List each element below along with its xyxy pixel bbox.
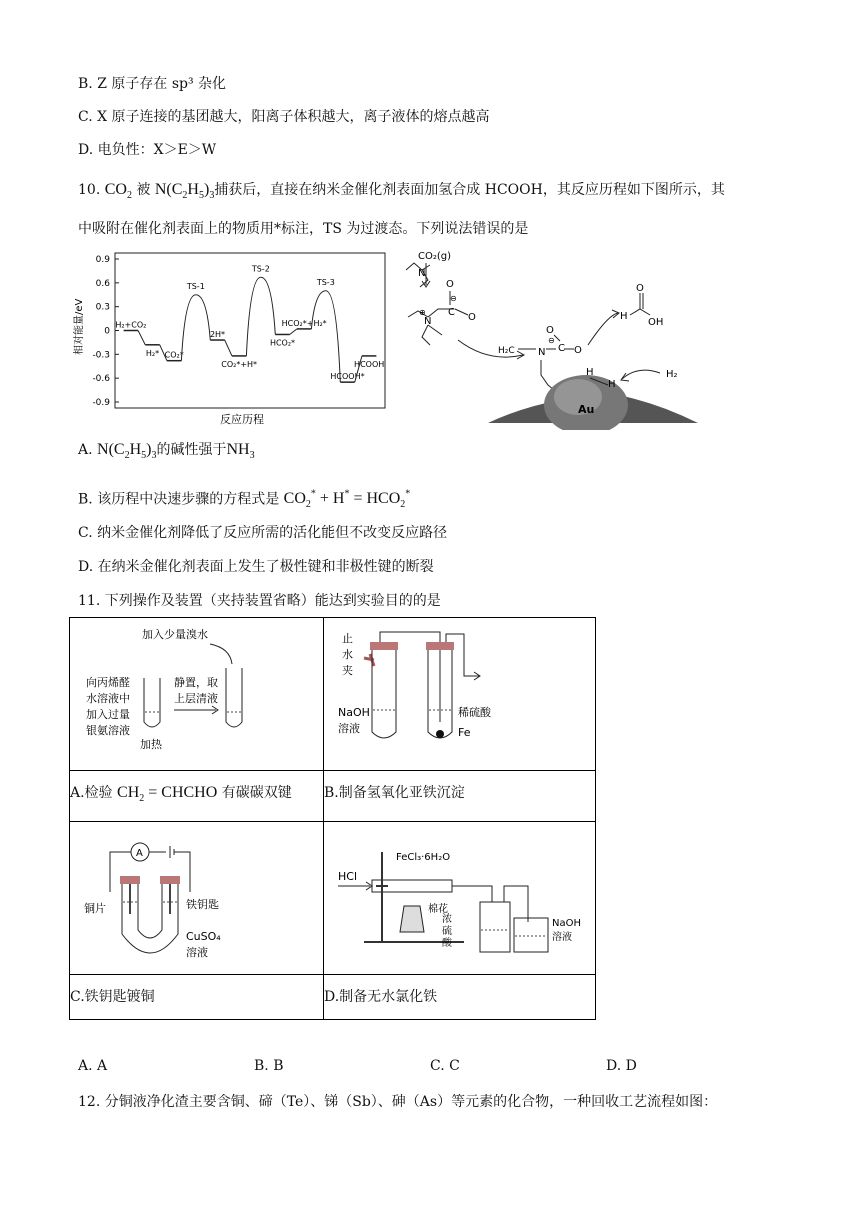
profile-connector (138, 331, 145, 345)
level-label: TS-3 (316, 277, 335, 287)
fig-d-cotton: 棉花 (428, 904, 448, 916)
co2-gas-label: CO₂(g) (418, 251, 452, 262)
product-oh: OH (648, 317, 664, 328)
profile-connector (290, 329, 297, 335)
fig-c-key: 铁钥匙 (186, 898, 219, 912)
profile-connector (225, 340, 232, 356)
fig-d-naoh-2: 溶液 (552, 932, 572, 944)
svg-text:H: H (608, 379, 616, 390)
level-label: TS-2 (251, 264, 270, 274)
fig-d-h2so4-3: 酸 (442, 938, 452, 950)
svg-text:N: N (424, 316, 432, 327)
svg-text:O: O (446, 279, 454, 290)
cell-figure-a (70, 618, 324, 771)
fig-a-heat: 加热 (140, 738, 162, 751)
x-axis-label: 反应历程 (220, 413, 264, 426)
svg-text:⊕: ⊕ (419, 308, 426, 317)
q10-option-b: B. 该历程中决速步骤的方程式是 $CO_2^* + H^* = HCO_2^*$ (78, 489, 411, 511)
svg-text:⊖: ⊖ (450, 294, 457, 303)
svg-text:C: C (558, 343, 565, 354)
fig-b-acid: 稀硫酸 (458, 706, 491, 719)
q10-stem-line1: 10. $CO_2$ 被 $N(C_2H_5)_3$捕获后，直接在纳米金催化剂表面加氢合成 HCOOH，其反应历程如下图所示，其 (78, 181, 725, 202)
figure-c-electroplating (70, 822, 323, 970)
cell-figure-d (324, 822, 596, 975)
q11-stem: 11. 下列操作及装置（夹持装置省略）能达到实验目的的是 (78, 593, 441, 609)
energy-profile-chart (70, 245, 390, 430)
fig-d-beaker (514, 918, 548, 952)
svg-text:O: O (574, 345, 582, 356)
y-tick-label: 0 (104, 326, 110, 337)
fig-d-naoh-1: NaOH (552, 918, 581, 930)
fig-a-step-2: 上层清液 (174, 692, 218, 705)
y-tick-label: -0.6 (92, 374, 110, 385)
choice-c: C. C (430, 1058, 460, 1074)
level-label: CO₂*+H* (221, 359, 258, 369)
fig-b-clamp-3: 夹 (342, 664, 353, 677)
mechanism-scheme (398, 245, 798, 430)
level-label: HCOOH (354, 359, 385, 369)
svg-text:C: C (448, 307, 455, 318)
fig-a-step-1: 静置，取 (174, 676, 218, 689)
curved-arrow-h2 (622, 370, 660, 379)
fig-b-left-tube (372, 648, 396, 738)
choice-b: B. B (254, 1058, 284, 1074)
svg-text:⊖: ⊖ (548, 336, 555, 345)
fig-a-left-2: 水溶液中 (86, 692, 130, 705)
figure-d-apparatus (324, 822, 595, 970)
y-axis-label: 相对能量/eV (74, 298, 85, 355)
level-label: HCOOH* (330, 372, 365, 382)
carbamate-structure (408, 291, 468, 345)
q9-option-c: C. X 原子连接的基团越大，阳离子体积越大，离子液体的熔点越高 (78, 109, 490, 125)
profile-connector (246, 277, 260, 356)
q10-option-d: D. 在纳米金催化剂表面上发生了极性键和非极性键的断裂 (78, 559, 434, 575)
caption-b: B.制备氢氧化亚铁沉淀 (324, 771, 596, 822)
profile-connector (326, 291, 340, 382)
fig-c-cuso4-1: CuSO₄ (186, 930, 221, 944)
fig-b-clamp-1: 止 (342, 632, 353, 645)
cell-figure-c (70, 822, 324, 975)
fig-c-cuso4-2: 溶液 (186, 946, 208, 960)
product-h: H (620, 311, 628, 322)
figure-b-apparatus (324, 618, 595, 766)
gold-label: Au (578, 403, 595, 416)
caption-c: C.铁钥匙镀铜 (70, 975, 324, 1020)
choice-d: D. D (606, 1058, 637, 1074)
level-label: 2H* (209, 330, 226, 340)
chart-frame (115, 253, 385, 408)
svg-text:O: O (546, 325, 554, 336)
fig-a-left-3: 加入过量 (86, 708, 130, 721)
fig-a-tube-2 (226, 668, 242, 727)
q9-option-d: D. 电负性：X＞E＞W (78, 142, 217, 158)
level-label: TS-1 (186, 281, 205, 291)
fig-d-fecl3: FeCl₃·6H₂O (396, 852, 451, 864)
cell-figure-b (324, 618, 596, 771)
profile-connector (196, 295, 210, 340)
fig-a-left-1: 向丙烯醛 (86, 676, 130, 689)
fig-b-naoh-2: 溶液 (338, 722, 360, 735)
level-label: HCO₂* (269, 338, 296, 348)
caption-d: D.制备无水氯化铁 (324, 975, 596, 1020)
level-label: H₂* (145, 348, 160, 358)
h2c-label: H₂C (498, 346, 515, 356)
level-label: HCO₂*+H₂* (281, 318, 327, 328)
fig-d-h2so4-2: 硫 (442, 926, 452, 938)
svg-text:O: O (468, 312, 476, 323)
y-tick-label: -0.3 (92, 350, 110, 361)
svg-text:N: N (538, 347, 546, 358)
formula-co2: $CO_2$ (104, 181, 132, 202)
q11-apparatus-table (69, 617, 596, 1020)
fig-a-bromine-label: 加入少量溴水 (142, 628, 208, 641)
svg-text:N: N (418, 268, 426, 279)
h2-label: H₂ (666, 369, 678, 380)
level-label: CO₂* (164, 350, 184, 360)
level-label: H₂+CO₂ (115, 320, 147, 330)
q10-stem-line2: 中吸附在催化剂表面上的物质用*标注，TS 为过渡态。下列说法错误的是 (78, 221, 529, 237)
fig-d-hcl: HCl (338, 870, 358, 884)
fig-b-fe: Fe (458, 726, 471, 739)
fig-b-clamp-2: 水 (342, 648, 353, 661)
fig-a-tube-1 (144, 678, 160, 727)
y-tick-label: 0.6 (95, 278, 110, 289)
q12-stem: 12. 分铜液净化渣主要含铜、碲（Te）、锑（Sb）、砷（As）等元素的化合物，一种回收工艺流程如图： (78, 1094, 718, 1110)
fig-b-naoh-1: NaOH (338, 706, 370, 719)
formula-triethylamine: $N(C_2H_5)_3$ (154, 181, 215, 202)
q9-option-b: B. Z 原子存在 sp³ 杂化 (78, 76, 227, 92)
fig-c-copper: 铜片 (84, 902, 106, 916)
caption-a: A.检验 $CH_2$ = CHCHO 有碳碳双键 (70, 771, 324, 822)
y-tick-label: 0.9 (95, 255, 110, 265)
q10-option-c: C. 纳米金催化剂降低了反应所需的活化能但不改变反应路径 (78, 525, 448, 541)
product-o: O (636, 283, 644, 294)
y-tick-label: -0.9 (92, 398, 110, 408)
fig-d-h2so4-1: 浓 (442, 914, 452, 926)
q10-option-a: A. $N(C_2H_5)_3$的碱性强于$NH_3$ (78, 441, 255, 462)
profile-connector (261, 277, 275, 334)
h-atom-label: H (586, 367, 594, 378)
figure-a-test-tubes (70, 618, 323, 766)
fig-a-left-4: 银氨溶液 (86, 724, 130, 737)
fig-c-ammeter: A (136, 848, 143, 860)
fig-d-wash-bottle (480, 902, 510, 952)
choice-a: A. A (78, 1058, 108, 1074)
y-tick-label: 0.3 (95, 302, 110, 313)
